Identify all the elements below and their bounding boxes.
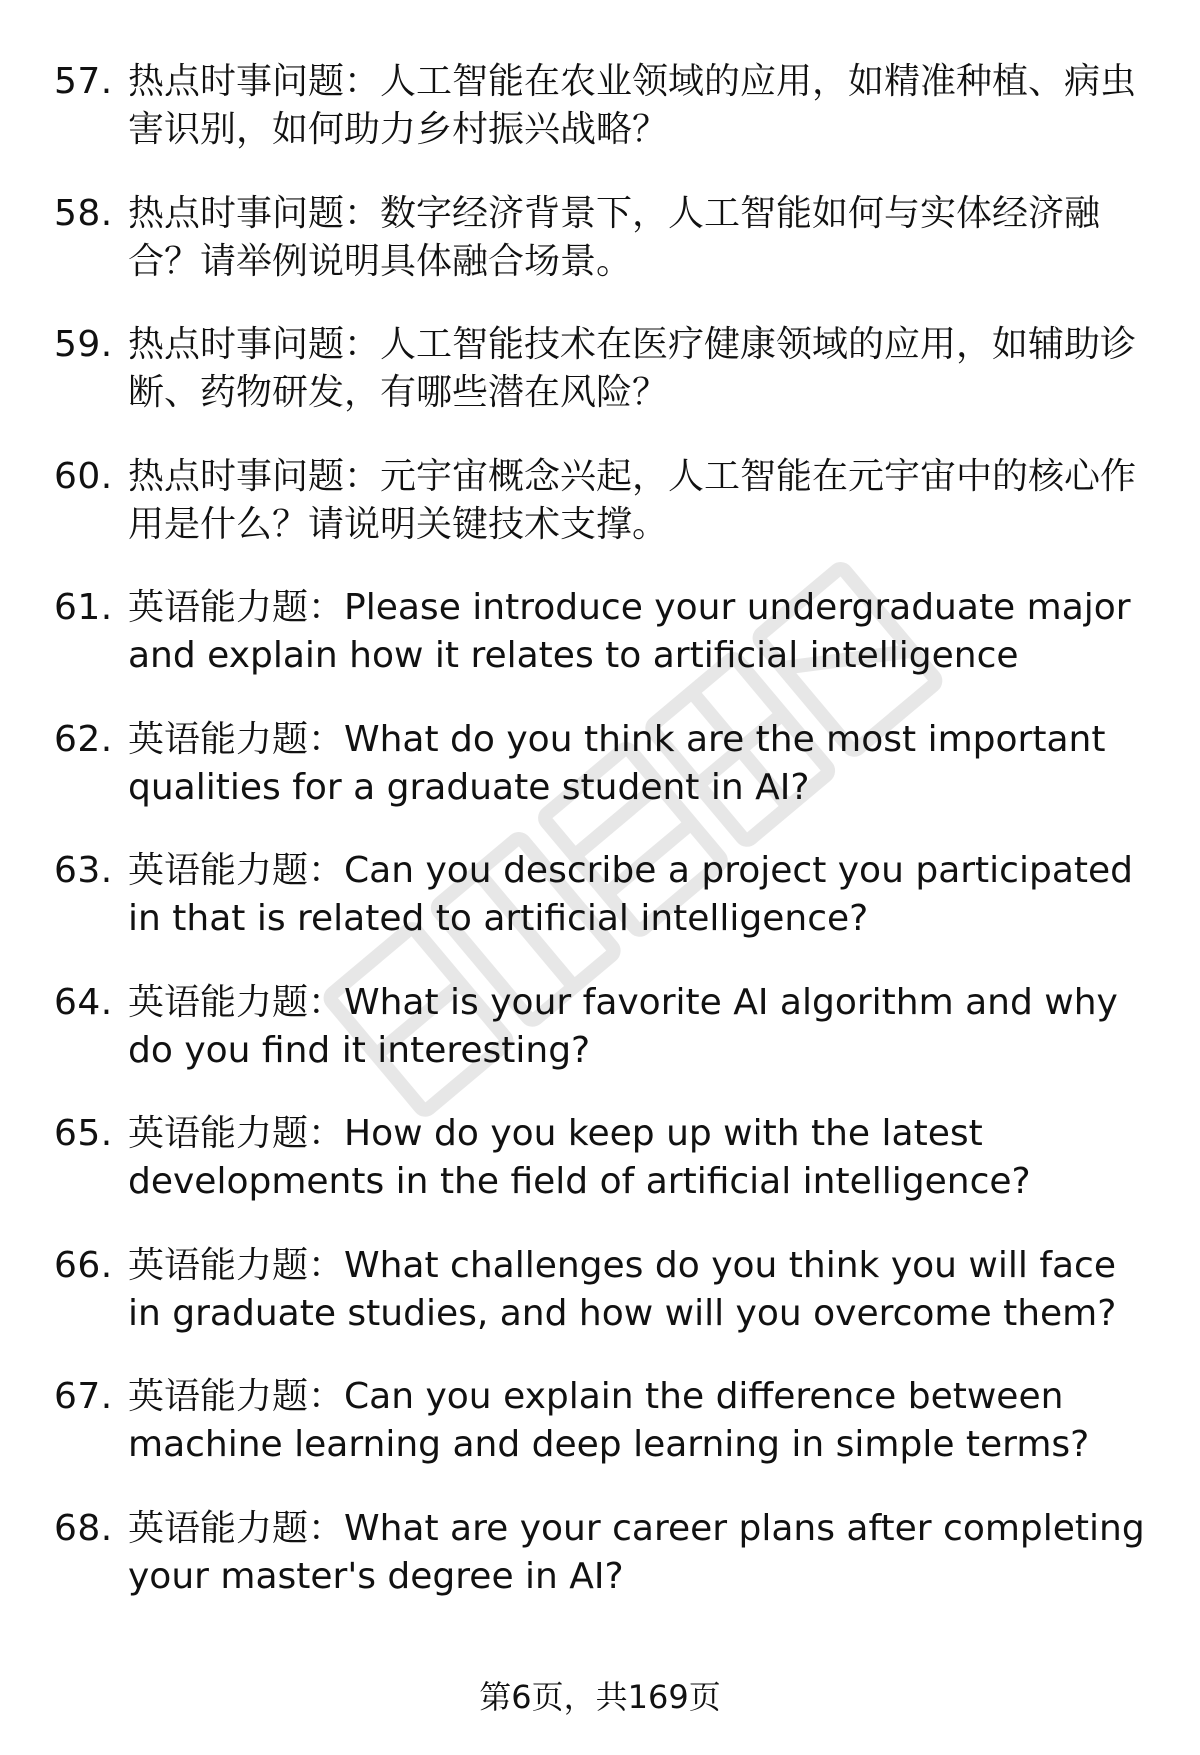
- page-number-label: 第6页，共169页: [479, 1678, 721, 1716]
- question-number: 64.: [54, 981, 113, 1023]
- question-item-57: [0, 58, 1200, 190]
- question-number: 67.: [54, 1376, 113, 1417]
- question-number: 62.: [54, 718, 113, 760]
- question-category: 英语能力题：: [128, 981, 345, 1023]
- question-category: 热点时事问题：: [128, 455, 381, 497]
- question-number: 59.: [54, 324, 113, 365]
- question-body: Please introduce your undergraduate major and explain how it relates to artificial intelligence: [128, 587, 1131, 676]
- question-text: [128, 453, 1148, 549]
- question-body: What is your favorite AI algorithm and why do you find it interesting?: [128, 981, 1118, 1071]
- question-category: 热点时事问题：: [128, 324, 381, 365]
- question-body: What are your career plans after completing your master's degree in AI?: [128, 1507, 1145, 1597]
- question-body: 人工智能技术在医疗健康领域的应用，如辅助诊断、药物研发，有哪些潜在风险？: [128, 324, 1137, 413]
- question-body: 数字经济背景下，人工智能如何与实体经济融合？请举例说明具体融合场景。: [128, 192, 1101, 282]
- question-category: 英语能力题：: [128, 1507, 345, 1549]
- question-text: [128, 58, 1148, 154]
- question-category: 英语能力题：: [128, 587, 345, 628]
- question-category: 英语能力题：: [128, 718, 345, 760]
- question-text: [128, 1110, 1148, 1206]
- question-item-63: [0, 847, 1200, 979]
- question-item-61: [0, 584, 1200, 716]
- question-number: 68.: [54, 1507, 113, 1549]
- question-text: [128, 584, 1148, 680]
- question-item-58: [0, 190, 1200, 322]
- question-body: 元宇宙概念兴起，人工智能在元宇宙中的核心作用是什么？请说明关键技术支撑。: [128, 455, 1137, 545]
- question-list: [0, 58, 1200, 1636]
- question-number: 58.: [54, 192, 113, 234]
- question-item-62: [0, 716, 1200, 848]
- question-text: [128, 1373, 1148, 1469]
- page-footer: [0, 1675, 1200, 1719]
- question-text: [128, 321, 1148, 417]
- question-text: [128, 1505, 1148, 1601]
- question-item-59: [0, 321, 1200, 453]
- question-text: [128, 716, 1148, 812]
- question-item-66: [0, 1242, 1200, 1374]
- question-category: 热点时事问题：: [128, 192, 381, 234]
- question-body: How do you keep up with the latest developments in the field of artificial intelligence?: [128, 1113, 1031, 1202]
- question-category: 英语能力题：: [128, 1376, 345, 1417]
- question-item-68: [0, 1505, 1200, 1637]
- question-category: 英语能力题：: [128, 850, 345, 891]
- question-item-60: [0, 453, 1200, 585]
- question-text: [128, 979, 1148, 1075]
- question-body: 人工智能在农业领域的应用，如精准种植、病虫害识别，如何助力乡村振兴战略？: [128, 61, 1137, 150]
- question-category: 热点时事问题：: [128, 61, 381, 102]
- question-body: Can you explain the difference between machine learning and deep learning in simple terms?: [128, 1376, 1090, 1465]
- question-body: What challenges do you think you will face in graduate studies, and how will you overcome them?: [128, 1244, 1117, 1334]
- question-item-67: [0, 1373, 1200, 1505]
- question-text: [128, 1242, 1148, 1338]
- question-number: 66.: [54, 1244, 113, 1286]
- question-number: 65.: [54, 1113, 113, 1154]
- question-item-64: [0, 979, 1200, 1111]
- question-number: 57.: [54, 61, 113, 102]
- question-item-65: [0, 1110, 1200, 1242]
- question-text: [128, 847, 1148, 943]
- question-category: 英语能力题：: [128, 1244, 345, 1286]
- question-body: What do you think are the most important qualities for a graduate student in AI?: [128, 718, 1106, 808]
- question-number: 63.: [54, 850, 113, 891]
- question-body: Can you describe a project you participated in that is related to artificial intelligence?: [128, 850, 1133, 939]
- question-number: 61.: [54, 587, 113, 628]
- question-number: 60.: [54, 455, 113, 497]
- question-text: [128, 190, 1148, 286]
- question-category: 英语能力题：: [128, 1113, 345, 1154]
